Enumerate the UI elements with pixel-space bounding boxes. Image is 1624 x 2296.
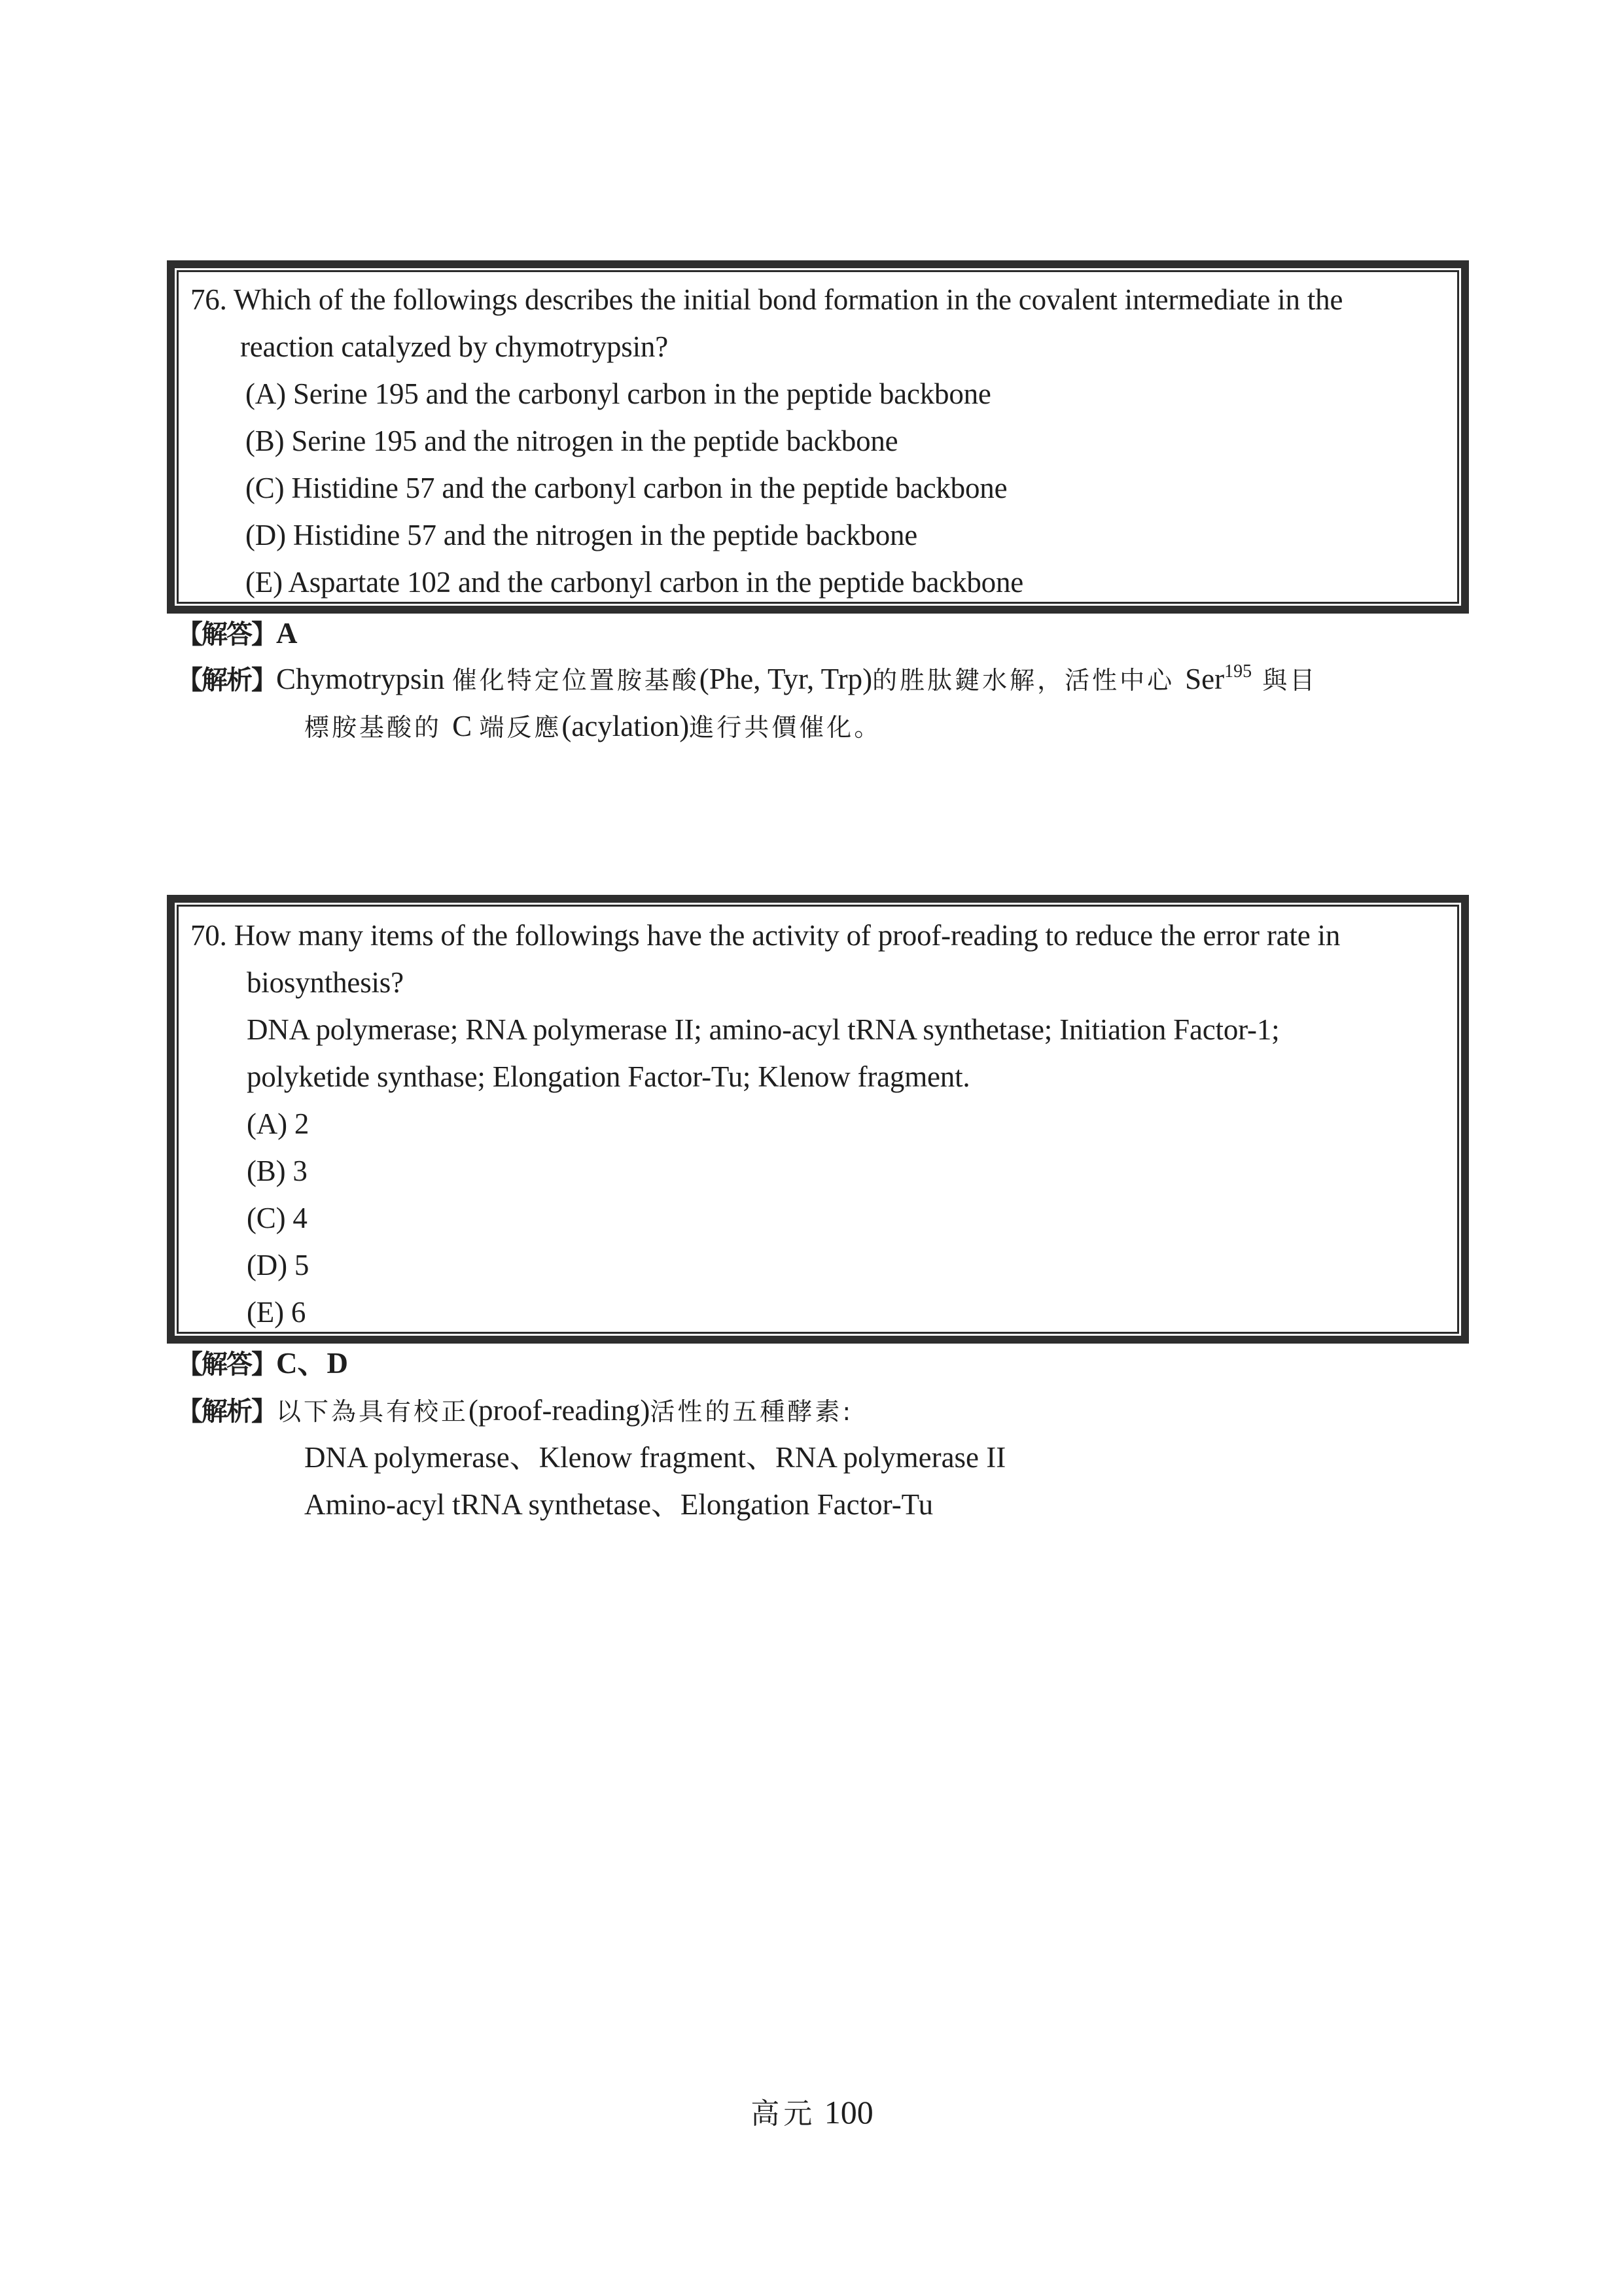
footer-label: 高元 xyxy=(750,2097,817,2131)
answer-tag: 【解答】 xyxy=(177,619,276,650)
question-76-box xyxy=(167,260,1469,614)
analysis-text: 進行共價催化。 xyxy=(689,713,882,742)
analysis-text: (proof-reading) xyxy=(468,1394,650,1427)
item-list-line-1: DNA polymerase; RNA polymerase II; amino-acyl tRNA synthetase; Initiation Factor-1; xyxy=(247,1013,1280,1046)
answer-tag: 【解答】 xyxy=(177,1349,276,1380)
analysis-tag: 【解析】 xyxy=(177,665,276,695)
answer-value: C、D xyxy=(276,1347,348,1380)
option-c: (C) Histidine 57 and the carbonyl carbon in the peptide backbone xyxy=(245,472,1008,504)
option-c: (C) 4 xyxy=(247,1202,308,1234)
page-footer xyxy=(0,2090,1624,2132)
question-stem xyxy=(190,281,1343,318)
option-d: (D) Histidine 57 and the nitrogen in the peptide backbone xyxy=(245,519,918,551)
question-stem xyxy=(190,917,1340,954)
superscript: 195 xyxy=(1224,661,1252,682)
question-number: 76. xyxy=(190,283,227,316)
analysis-text: Chymotrypsin xyxy=(276,663,452,695)
enzyme-list-line-2: Amino-acyl tRNA synthetase、Elongation Factor-Tu xyxy=(304,1488,934,1521)
answer-row xyxy=(177,1345,348,1383)
analysis-text: 以下為具有校正 xyxy=(276,1397,469,1426)
question-stem-continued: biosynthesis? xyxy=(247,966,404,999)
option-a: (A) 2 xyxy=(247,1107,309,1140)
option-b: (B) 3 xyxy=(247,1155,308,1187)
analysis-text: 標胺基酸的 xyxy=(304,713,453,742)
question-text: How many items of the followings have the activity of proof-reading to reduce the error rate in xyxy=(234,919,1341,952)
analysis-text: 催化特定位置胺基酸 xyxy=(451,666,699,695)
analysis-row-continued xyxy=(304,708,881,746)
answer-value: A xyxy=(276,617,298,650)
option-e: (E) 6 xyxy=(247,1296,306,1329)
option-a: (A) Serine 195 and the carbonyl carbon in the peptide backbone xyxy=(245,377,991,410)
analysis-text: (acylation) xyxy=(561,710,690,742)
analysis-text: 端反應 xyxy=(479,713,562,742)
analysis-tag: 【解析】 xyxy=(177,1396,276,1427)
item-list-line-2: polyketide synthase; Elongation Factor-Tu; Klenow fragment. xyxy=(247,1060,970,1093)
page-number: 100 xyxy=(824,2094,874,2131)
question-text: Which of the followings describes the initial bond formation in the covalent intermediate in the xyxy=(233,283,1343,316)
option-b: (B) Serine 195 and the nitrogen in the peptide backbone xyxy=(245,425,898,457)
analysis-text: 的胜肽鍵水解，活性中心 xyxy=(872,666,1186,695)
option-d: (D) 5 xyxy=(247,1249,309,1281)
question-70-box xyxy=(167,895,1469,1344)
analysis-text: Ser xyxy=(1185,663,1225,695)
enzyme-list-line-1: DNA polymerase、Klenow fragment、RNA polymerase II xyxy=(304,1441,1006,1474)
answer-row xyxy=(177,615,298,653)
analysis-text: (Phe, Tyr, Trp) xyxy=(699,663,873,695)
analysis-row xyxy=(177,1392,853,1430)
option-e: (E) Aspartate 102 and the carbonyl carbon in the peptide backbone xyxy=(245,566,1024,599)
question-stem-continued: reaction catalyzed by chymotrypsin? xyxy=(240,330,668,363)
analysis-text: 與目 xyxy=(1252,666,1318,695)
question-number: 70. xyxy=(190,919,227,952)
analysis-row xyxy=(177,661,1317,699)
analysis-text: C xyxy=(452,710,480,742)
analysis-text: 活性的五種酵素: xyxy=(650,1397,854,1426)
